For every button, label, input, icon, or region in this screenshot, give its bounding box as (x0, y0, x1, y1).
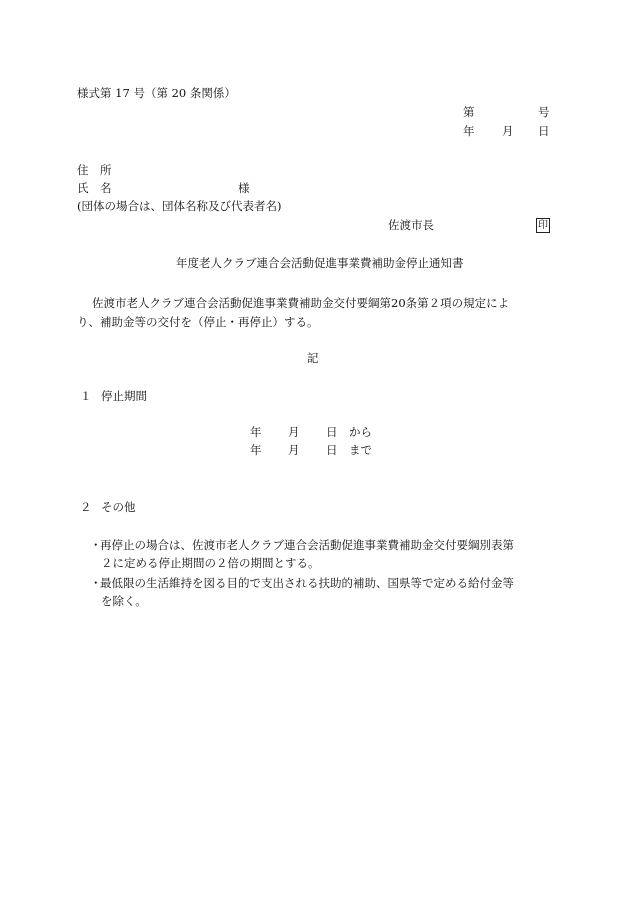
note-1-line-1: 再停止の場合は、佐渡市老人クラブ連合会活動促進事業費補助金交付要綱別表第 (100, 538, 514, 552)
issuer: 佐渡市長 (388, 218, 434, 232)
section-1-number: １ (80, 389, 92, 403)
section-2-number: ２ (80, 500, 92, 514)
doc-number-suffix: 号 (538, 105, 550, 119)
seal-mark (536, 217, 550, 233)
group-note: (団体の場合は、団体名称及び代表者名) (77, 199, 282, 213)
date-day: 日 (538, 124, 550, 138)
name-label: 氏 名 (77, 181, 112, 195)
honorific: 様 (238, 181, 250, 195)
period-to-suffix: まで (349, 443, 372, 457)
section-1-label: 停止期間 (101, 389, 147, 403)
bullet-1: ・ (90, 538, 102, 552)
period-from-day: 日 (326, 425, 338, 439)
body-line-2: り、補助金等の交付を（停止・再停止）する。 (77, 315, 319, 329)
period-to-month: 月 (288, 443, 300, 457)
period-from-month: 月 (288, 425, 300, 439)
period-from-suffix: から (349, 425, 372, 439)
body-line-1: 佐渡市老人クラブ連合会活動促進事業費補助金交付要綱第20条第２項の規定によ (92, 296, 510, 310)
address-label: 住 所 (77, 163, 112, 177)
note-2-line-2: を除く。 (101, 594, 147, 608)
date-month: 月 (502, 124, 514, 138)
period-to-day: 日 (326, 443, 338, 457)
period-to-year: 年 (250, 443, 262, 457)
date-year: 年 (463, 124, 475, 138)
document-title: 年度老人クラブ連合会活動促進事業費補助金停止通知書 (176, 256, 464, 270)
ki-heading: 記 (307, 351, 319, 365)
section-2-label: その他 (101, 500, 136, 514)
form-number: 様式第 17 号（第 20 条関係） (77, 86, 236, 100)
bullet-2: ・ (90, 576, 102, 590)
doc-number-prefix: 第 (463, 105, 475, 119)
note-2-line-1: 最低限の生活維持を図る目的で支出される扶助的補助、国県等で定める給付金等 (100, 576, 514, 590)
period-from-year: 年 (250, 425, 262, 439)
seal-box: 印 (538, 219, 548, 231)
note-1-line-2: ２に定める停止期間の２倍の期間とする。 (101, 556, 320, 570)
